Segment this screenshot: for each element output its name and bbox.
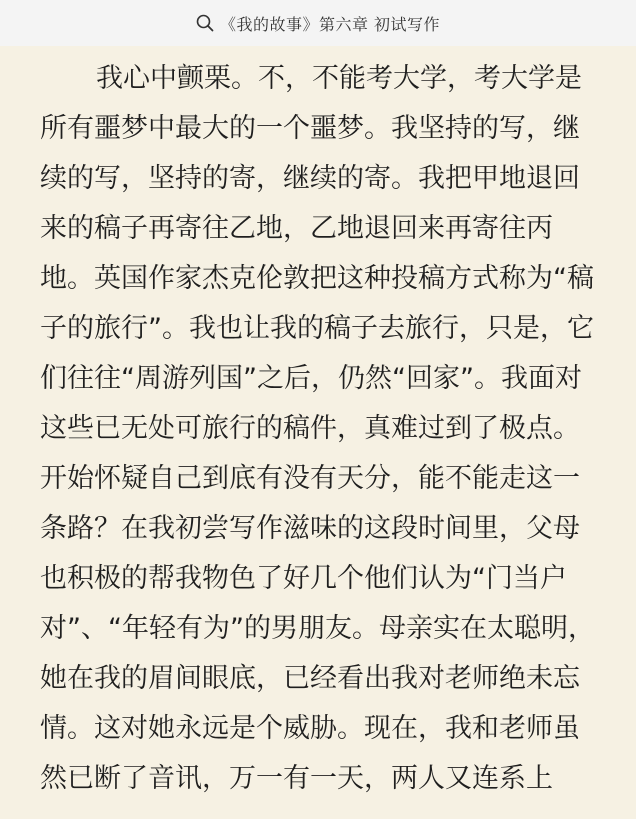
chapter-header	[0, 0, 636, 46]
text-line: 情。这对她永远是个威胁。现在，我和老师虽	[40, 713, 580, 744]
text-line: 然已断了音讯，万一有一天，两人又连系上	[40, 763, 553, 794]
text-line: 子的旅行”。我也让我的稿子去旅行，只是，它	[40, 313, 594, 344]
text-line: 条路？在我初尝写作滋味的这段时间里，父母	[40, 513, 580, 544]
text-line: 续的写，坚持的寄，继续的寄。我把甲地退回	[40, 163, 580, 194]
text-line: 开始怀疑自己到底有没有天分，能不能走这一	[40, 463, 580, 494]
chapter-title: 《我的故事》第六章 初试写作	[219, 14, 441, 34]
text-line: 来的稿子再寄往乙地，乙地退回来再寄往丙	[40, 213, 553, 244]
search-icon[interactable]	[196, 14, 214, 32]
text-line: 也积极的帮我物色了好几个他们认为“门当户	[40, 563, 567, 594]
header-inner	[196, 12, 440, 35]
text-line: 对”、“年轻有为”的男朋友。母亲实在太聪明，	[40, 613, 595, 644]
text-line: 她在我的眉间眼底，已经看出我对老师绝未忘	[40, 663, 580, 694]
text-line: 这些已无处可旅行的稿件，真难过到了极点。	[40, 413, 580, 444]
reading-content	[0, 46, 636, 819]
text-line: 我心中颤栗。不，不能考大学，考大学是	[96, 63, 582, 94]
text-line: 所有噩梦中最大的一个噩梦。我坚持的写，继	[40, 113, 580, 144]
text-line: 地。英国作家杰克伦敦把这种投稿方式称为“稿	[40, 263, 594, 294]
text-line: 们往往“周游列国”之后，仍然“回家”。我面对	[40, 363, 582, 394]
